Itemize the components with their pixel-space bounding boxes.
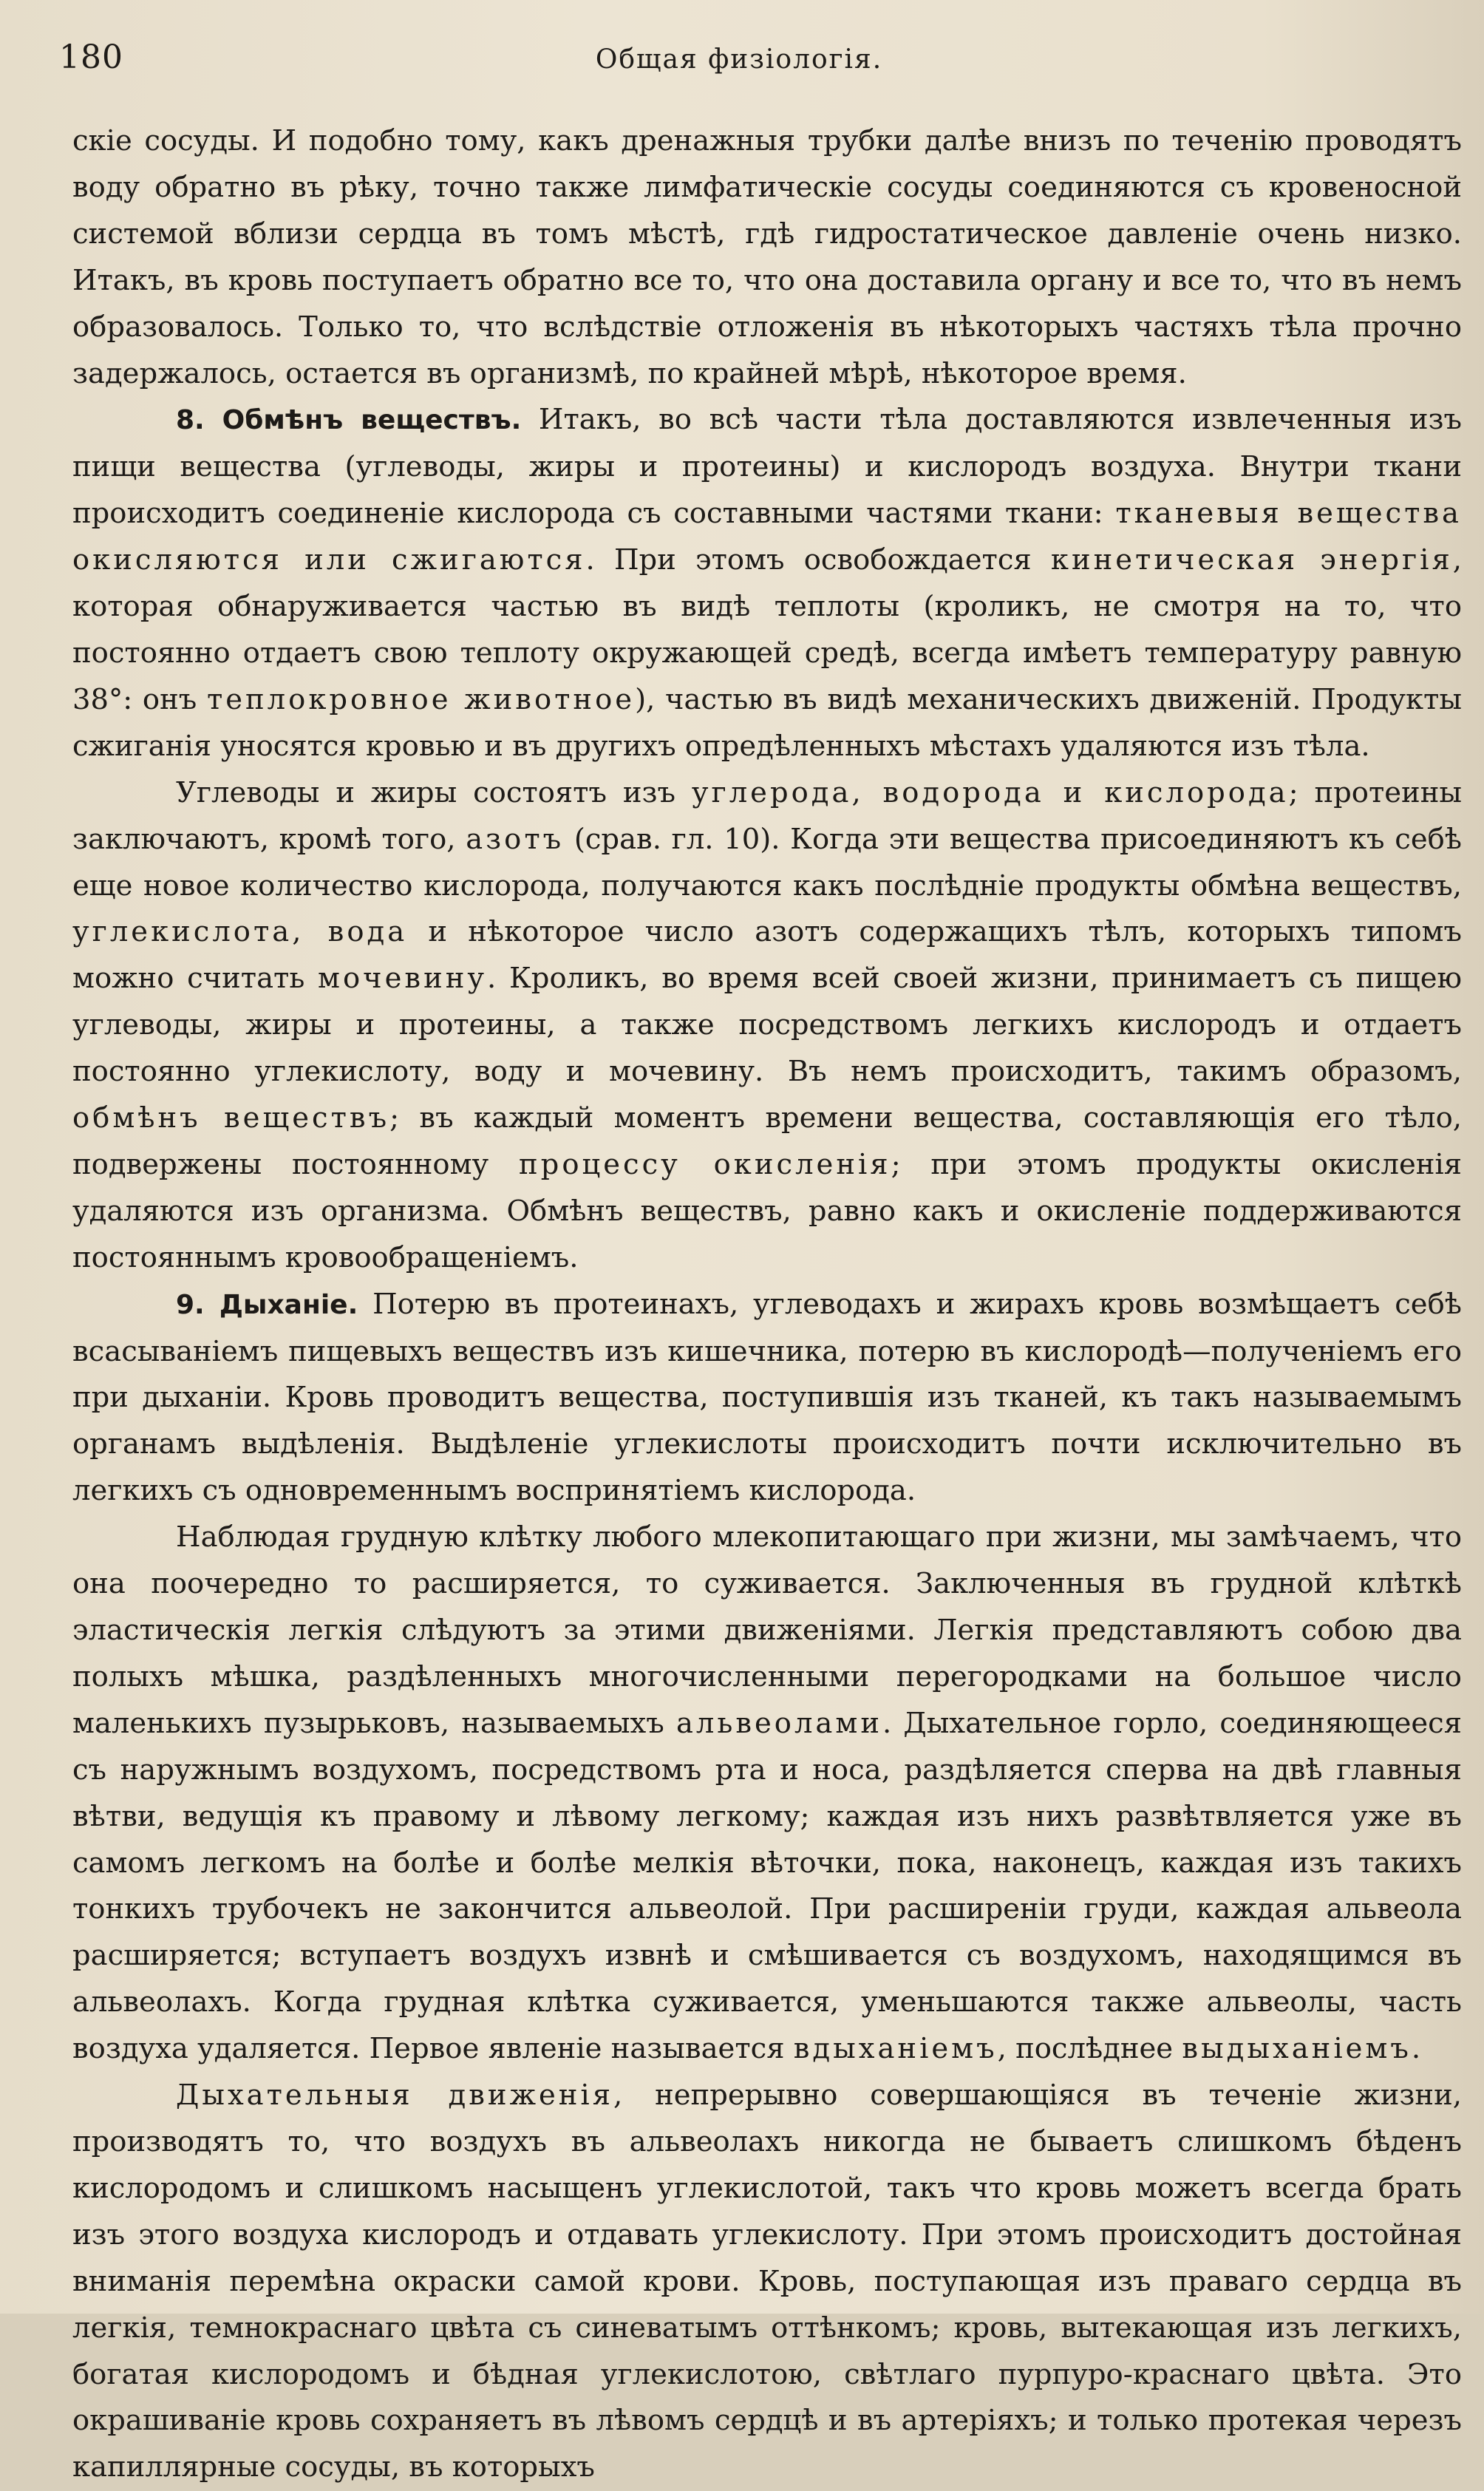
text-run: и нѣкоторое число азотъ содержащихъ тѣлъ, которыхъ типомъ можно считать — [72, 915, 1462, 996]
paragraph — [72, 397, 1462, 769]
text-run: , послѣднее — [997, 2032, 1182, 2066]
emphasized-text: кинетическая энергія — [1050, 543, 1453, 577]
paragraph — [72, 1282, 1462, 1515]
page-header — [59, 38, 1419, 83]
text-run: . При этомъ освобождается — [585, 543, 1051, 577]
text-run: ), частью въ видѣ механическихъ движеній. Продукты сжиганія уносятся кровью и въ другихъ опредѣленныхъ мѣстахъ удаляются изъ тѣла. — [72, 682, 1462, 763]
paragraph — [72, 1515, 1462, 2073]
section-heading: 8. Обмѣнъ веществъ. — [176, 405, 522, 436]
text-run: , непрерывно совершающіяся въ теченіе жизни, производятъ то, что воздухъ въ альвеолахъ никогда не бываетъ слишкомъ бѣденъ кислородомъ и слишкомъ насыщенъ углекислотой, такъ что кровь можетъ всегда брать изъ этого воздуха кислородъ и отдавать углекислоту. При этомъ происходитъ достойная вниманія перемѣна окраски самой крови. Кровь, поступающая изъ праваго сердца въ легкія, темнокраснаго цвѣта съ синеватымъ оттѣнкомъ; кровь, вытекающая изъ легкихъ, богатая кислородомъ и бѣдная углекислотою, свѣтлаго пурпуро-краснаго цвѣта. Это окрашиваніе кровь сохраняетъ въ лѣвомъ сердцѣ и въ артеріяхъ; и только протекая черезъ капиллярные сосуды, въ которыхъ — [72, 2079, 1462, 2484]
page-number: 180 — [59, 38, 123, 76]
emphasized-text: азотъ — [466, 822, 565, 856]
text-run: Наблюдая грудную клѣтку любого млекопитающаго при жизни, мы замѣчаемъ, что она поочередно то расширяется, то суживается. Заключенныя въ грудной клѣткѣ эластическія легкія слѣдуютъ за этими движеніями. Легкія представляютъ собою два полыхъ мѣшка, раздѣленныхъ многочисленными перегородками на большое число маленькихъ пузырьковъ, называемыхъ — [72, 1520, 1462, 1740]
section-heading: 9. Дыханіе. — [176, 1289, 358, 1320]
text-run: (срав. гл. 10). Когда эти вещества присоединяютъ къ себѣ еще новое количество кислорода, получаются какъ послѣдніе продукты обмѣна веществъ, — [72, 822, 1463, 903]
text-run: Потерю въ протеинахъ, углеводахъ и жирахъ кровь возмѣщаетъ себѣ всасываніемъ пищевыхъ веществъ изъ кишечника, потерю въ кислородѣ—полученіемъ его при дыханіи. Кровь проводитъ вещества, поступившія изъ тканей, къ такъ называемымъ органамъ выдѣленія. Выдѣленіе углекислоты происходитъ почти исключительно въ легкихъ съ одновременнымъ воспринятіемъ кислорода. — [72, 1287, 1462, 1508]
text-run: ; въ каждый моментъ времени вещества, составляющія его тѣло, подвержены постоянному — [72, 1101, 1463, 1181]
emphasized-text: вдыханіемъ — [793, 2032, 998, 2066]
emphasized-text: альвеолами — [675, 1706, 882, 1740]
paragraph — [72, 2073, 1462, 2491]
text-run: ; при этомъ продукты окисленія удаляются изъ организма. Обмѣнъ веществъ, равно какъ и окисленіе поддерживаются постояннымъ кровообращеніемъ. — [72, 1147, 1463, 1274]
emphasized-text: теплокровное животное — [206, 682, 636, 716]
paragraph — [72, 118, 1462, 397]
text-run: . Кроликъ, во время всей своей жизни, принимаетъ съ пищею углеводы, жиры и протеины, а также посредствомъ легкихъ кислородъ и отдаетъ постоянно углекислоту, воду и мочевину. Въ немъ происходитъ, такимъ образомъ, — [72, 962, 1462, 1089]
emphasized-text: тканевыя вещества окисляются или сжигаются — [72, 497, 1462, 577]
emphasized-text: процессу окисленія — [519, 1147, 891, 1181]
emphasized-text: обмѣнъ веществъ — [72, 1101, 390, 1135]
emphasized-text: мочевину — [318, 962, 488, 996]
emphasized-text: выдыханіемъ — [1182, 2032, 1412, 2066]
text-run: . — [1411, 2032, 1421, 2066]
text-run: ; протеины заключаютъ, кромѣ того, — [72, 775, 1462, 856]
paragraph — [72, 770, 1462, 1282]
body-text — [72, 118, 1462, 2491]
emphasized-text: Дыхательныя движенія — [176, 2079, 614, 2113]
emphasized-text: углекислота, вода — [72, 915, 408, 949]
text-run: . Дыхательное горло, соединяющееся съ наружнымъ воздухомъ, посредствомъ рта и носа, раздѣляется сперва на двѣ главныя вѣтви, ведущія къ правому и лѣвому легкому; каждая изъ нихъ развѣтвляется уже въ самомъ легкомъ на болѣе и болѣе мелкія вѣточки, пока, наконецъ, каждая изъ такихъ тонкихъ трубочекъ не закончится альвеолой. При расширеніи груди, каждая альвеола расширяется; вступаетъ воздухъ извнѣ и смѣшивается съ воздухомъ, находящимся въ альвеолахъ. Когда грудная клѣтка суживается, уменьшаются также альвеолы, часть воздуха удаляется. Первое явленіе называется — [72, 1706, 1462, 2066]
running-title: Общая физіологія. — [595, 44, 883, 75]
emphasized-text: углерода, водорода и кислорода — [691, 775, 1289, 809]
text-run: Итакъ, во всѣ части тѣла доставляются извлеченныя изъ пищи вещества (углеводы, жиры и протеины) и кислородъ воздуха. Внутри ткани происходитъ соединеніе кислорода съ составными частями ткани: — [72, 403, 1462, 531]
text-run: Углеводы и жиры состоятъ изъ — [176, 775, 692, 809]
text-run: , которая обнаруживается частью въ видѣ теплоты (кроликъ, не смотря на то, что постоянно отдаетъ свою теплоту окружающей средѣ, всегда имѣетъ температуру равную 38°: онъ — [72, 543, 1462, 716]
text-run: скіе сосуды. И подобно тому, какъ дренажныя трубки далѣе внизъ по теченію проводятъ воду обратно въ рѣку, точно также лимфатическіе сосуды соединяются съ кровеносной системой вблизи сердца въ томъ мѣстѣ, гдѣ гидростатическое давленіе очень низко. Итакъ, въ кровь поступаетъ обратно все то, что она доставила органу и все то, что въ немъ образовалось. Только то, что вслѣдствіе отложенія въ нѣкоторыхъ частяхъ тѣла прочно задержалось, остается въ организмѣ, по крайней мѣрѣ, нѣкоторое время. — [72, 124, 1462, 390]
